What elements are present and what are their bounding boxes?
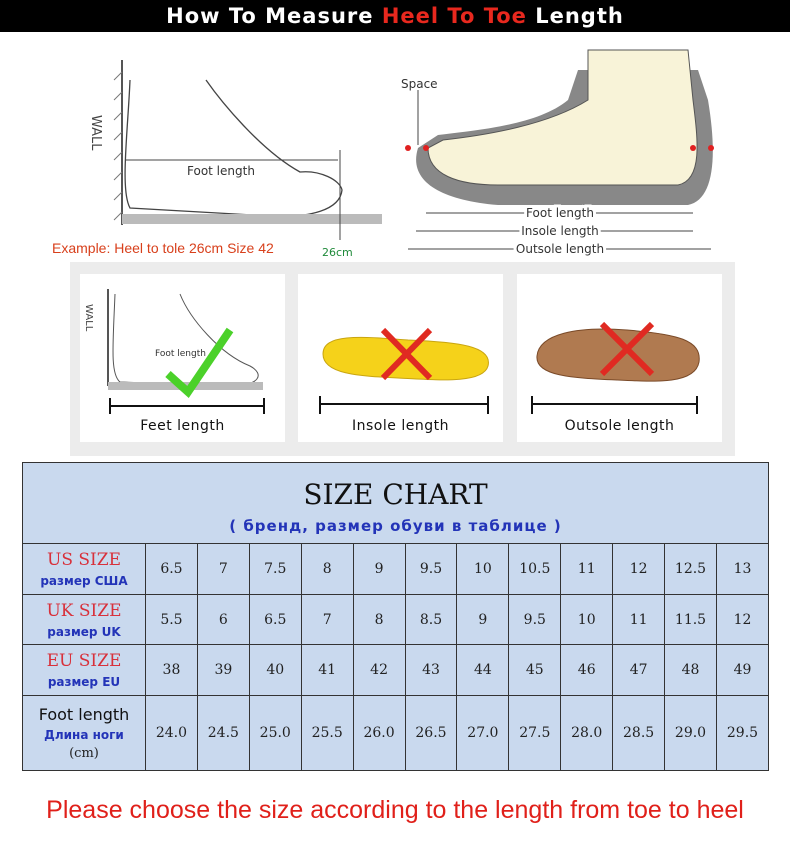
card-feet-length <box>80 274 285 442</box>
size-cell: 47 <box>613 645 665 696</box>
size-cell: 10 <box>561 595 613 645</box>
size-cell: 6 <box>197 595 249 645</box>
size-cell: 41 <box>301 645 353 696</box>
size-cell: 26.0 <box>353 696 405 771</box>
size-cell: 29.5 <box>716 696 768 771</box>
row-label <box>23 595 146 645</box>
size-row <box>23 696 769 771</box>
size-cell: 13 <box>716 544 768 595</box>
title-highlight: Heel To Toe <box>381 4 527 28</box>
size-cell: 27.5 <box>509 696 561 771</box>
size-cell: 24.0 <box>146 696 198 771</box>
size-cell: 48 <box>665 645 717 696</box>
card-label: Insole length <box>352 418 449 434</box>
size-cell: 12.5 <box>665 544 717 595</box>
row-label <box>23 645 146 696</box>
size-cell: 7.5 <box>249 544 301 595</box>
size-cell: 38 <box>146 645 198 696</box>
size-cell: 6.5 <box>249 595 301 645</box>
row-label-main: UK SIZE <box>46 600 122 621</box>
foot-against-wall-illustration <box>70 40 390 260</box>
size-cell: 8.5 <box>405 595 457 645</box>
size-cell: 7 <box>301 595 353 645</box>
size-cell: 40 <box>249 645 301 696</box>
size-cell: 28.5 <box>613 696 665 771</box>
wall-label: WALL <box>83 304 94 332</box>
size-cell: 11 <box>613 595 665 645</box>
shoe-foot-length-label: Foot length <box>526 206 594 220</box>
wall-label: WALL <box>88 115 103 151</box>
size-cell: 11 <box>561 544 613 595</box>
row-label <box>23 544 146 595</box>
row-label-sub: Длина ноги <box>44 728 124 742</box>
size-cell: 12 <box>613 544 665 595</box>
size-cell: 12 <box>716 595 768 645</box>
example-text: Example: Heel to tole 26cm Size 42 <box>52 240 274 256</box>
size-cell: 27.0 <box>457 696 509 771</box>
title-text: How To Measure <box>166 4 382 28</box>
size-chart-table <box>22 462 769 771</box>
size-cell: 44 <box>457 645 509 696</box>
feet-length-illustration <box>80 274 285 414</box>
shoe-cross-section-illustration <box>398 40 728 260</box>
row-label-sub: размер EU <box>47 675 121 689</box>
size-cell: 7 <box>197 544 249 595</box>
size-cell: 24.5 <box>197 696 249 771</box>
size-cell: 9 <box>353 544 405 595</box>
size-cell: 6.5 <box>146 544 198 595</box>
row-label <box>23 696 146 771</box>
row-unit: (cm) <box>69 746 99 761</box>
row-label-sub: размер UK <box>47 624 121 639</box>
measure-label: 26cm <box>322 246 353 259</box>
insole-illustration <box>298 274 503 414</box>
foot-length-label: Foot length <box>187 164 255 178</box>
size-chart-header <box>23 463 769 544</box>
size-cell: 28.0 <box>561 696 613 771</box>
size-cell: 5.5 <box>146 595 198 645</box>
card-insole-length <box>298 274 503 442</box>
size-row <box>23 595 769 645</box>
title-text-end: Length <box>526 4 624 28</box>
size-cell: 9.5 <box>509 595 561 645</box>
size-chart-subtitle: ( бренд, размер обуви в таблице ) <box>229 516 562 535</box>
outsole-length-label: Outsole length <box>515 242 605 256</box>
size-cell: 29.0 <box>665 696 717 771</box>
size-cell: 45 <box>509 645 561 696</box>
page-title <box>0 0 790 32</box>
size-cell: 42 <box>353 645 405 696</box>
row-label-main: Foot length <box>38 705 130 724</box>
size-cell: 9.5 <box>405 544 457 595</box>
size-cell: 25.0 <box>249 696 301 771</box>
size-cell: 39 <box>197 645 249 696</box>
size-row <box>23 544 769 595</box>
size-cell: 49 <box>716 645 768 696</box>
footer-note: Please choose the size according to the length from toe to heel <box>46 796 744 824</box>
card-outsole-length <box>517 274 722 442</box>
card-foot-length-label: Foot length <box>155 349 206 359</box>
insole-length-label: Insole length <box>521 224 599 238</box>
size-chart-title: SIZE CHART <box>303 477 488 511</box>
size-cell: 43 <box>405 645 457 696</box>
row-label-sub: размер США <box>40 574 128 588</box>
outsole-illustration <box>517 274 722 414</box>
card-label: Outsole length <box>564 418 675 434</box>
size-cell: 10.5 <box>509 544 561 595</box>
row-label-main: EU SIZE <box>46 651 122 671</box>
size-cell: 11.5 <box>665 595 717 645</box>
size-cell: 26.5 <box>405 696 457 771</box>
size-cell: 10 <box>457 544 509 595</box>
size-cell: 25.5 <box>301 696 353 771</box>
size-cell: 46 <box>561 645 613 696</box>
size-cell: 9 <box>457 595 509 645</box>
size-cell: 8 <box>353 595 405 645</box>
size-cell: 8 <box>301 544 353 595</box>
row-label-main: US SIZE <box>47 550 121 570</box>
size-row <box>23 645 769 696</box>
card-label: Feet length <box>140 418 225 434</box>
space-label: Space <box>401 77 438 91</box>
